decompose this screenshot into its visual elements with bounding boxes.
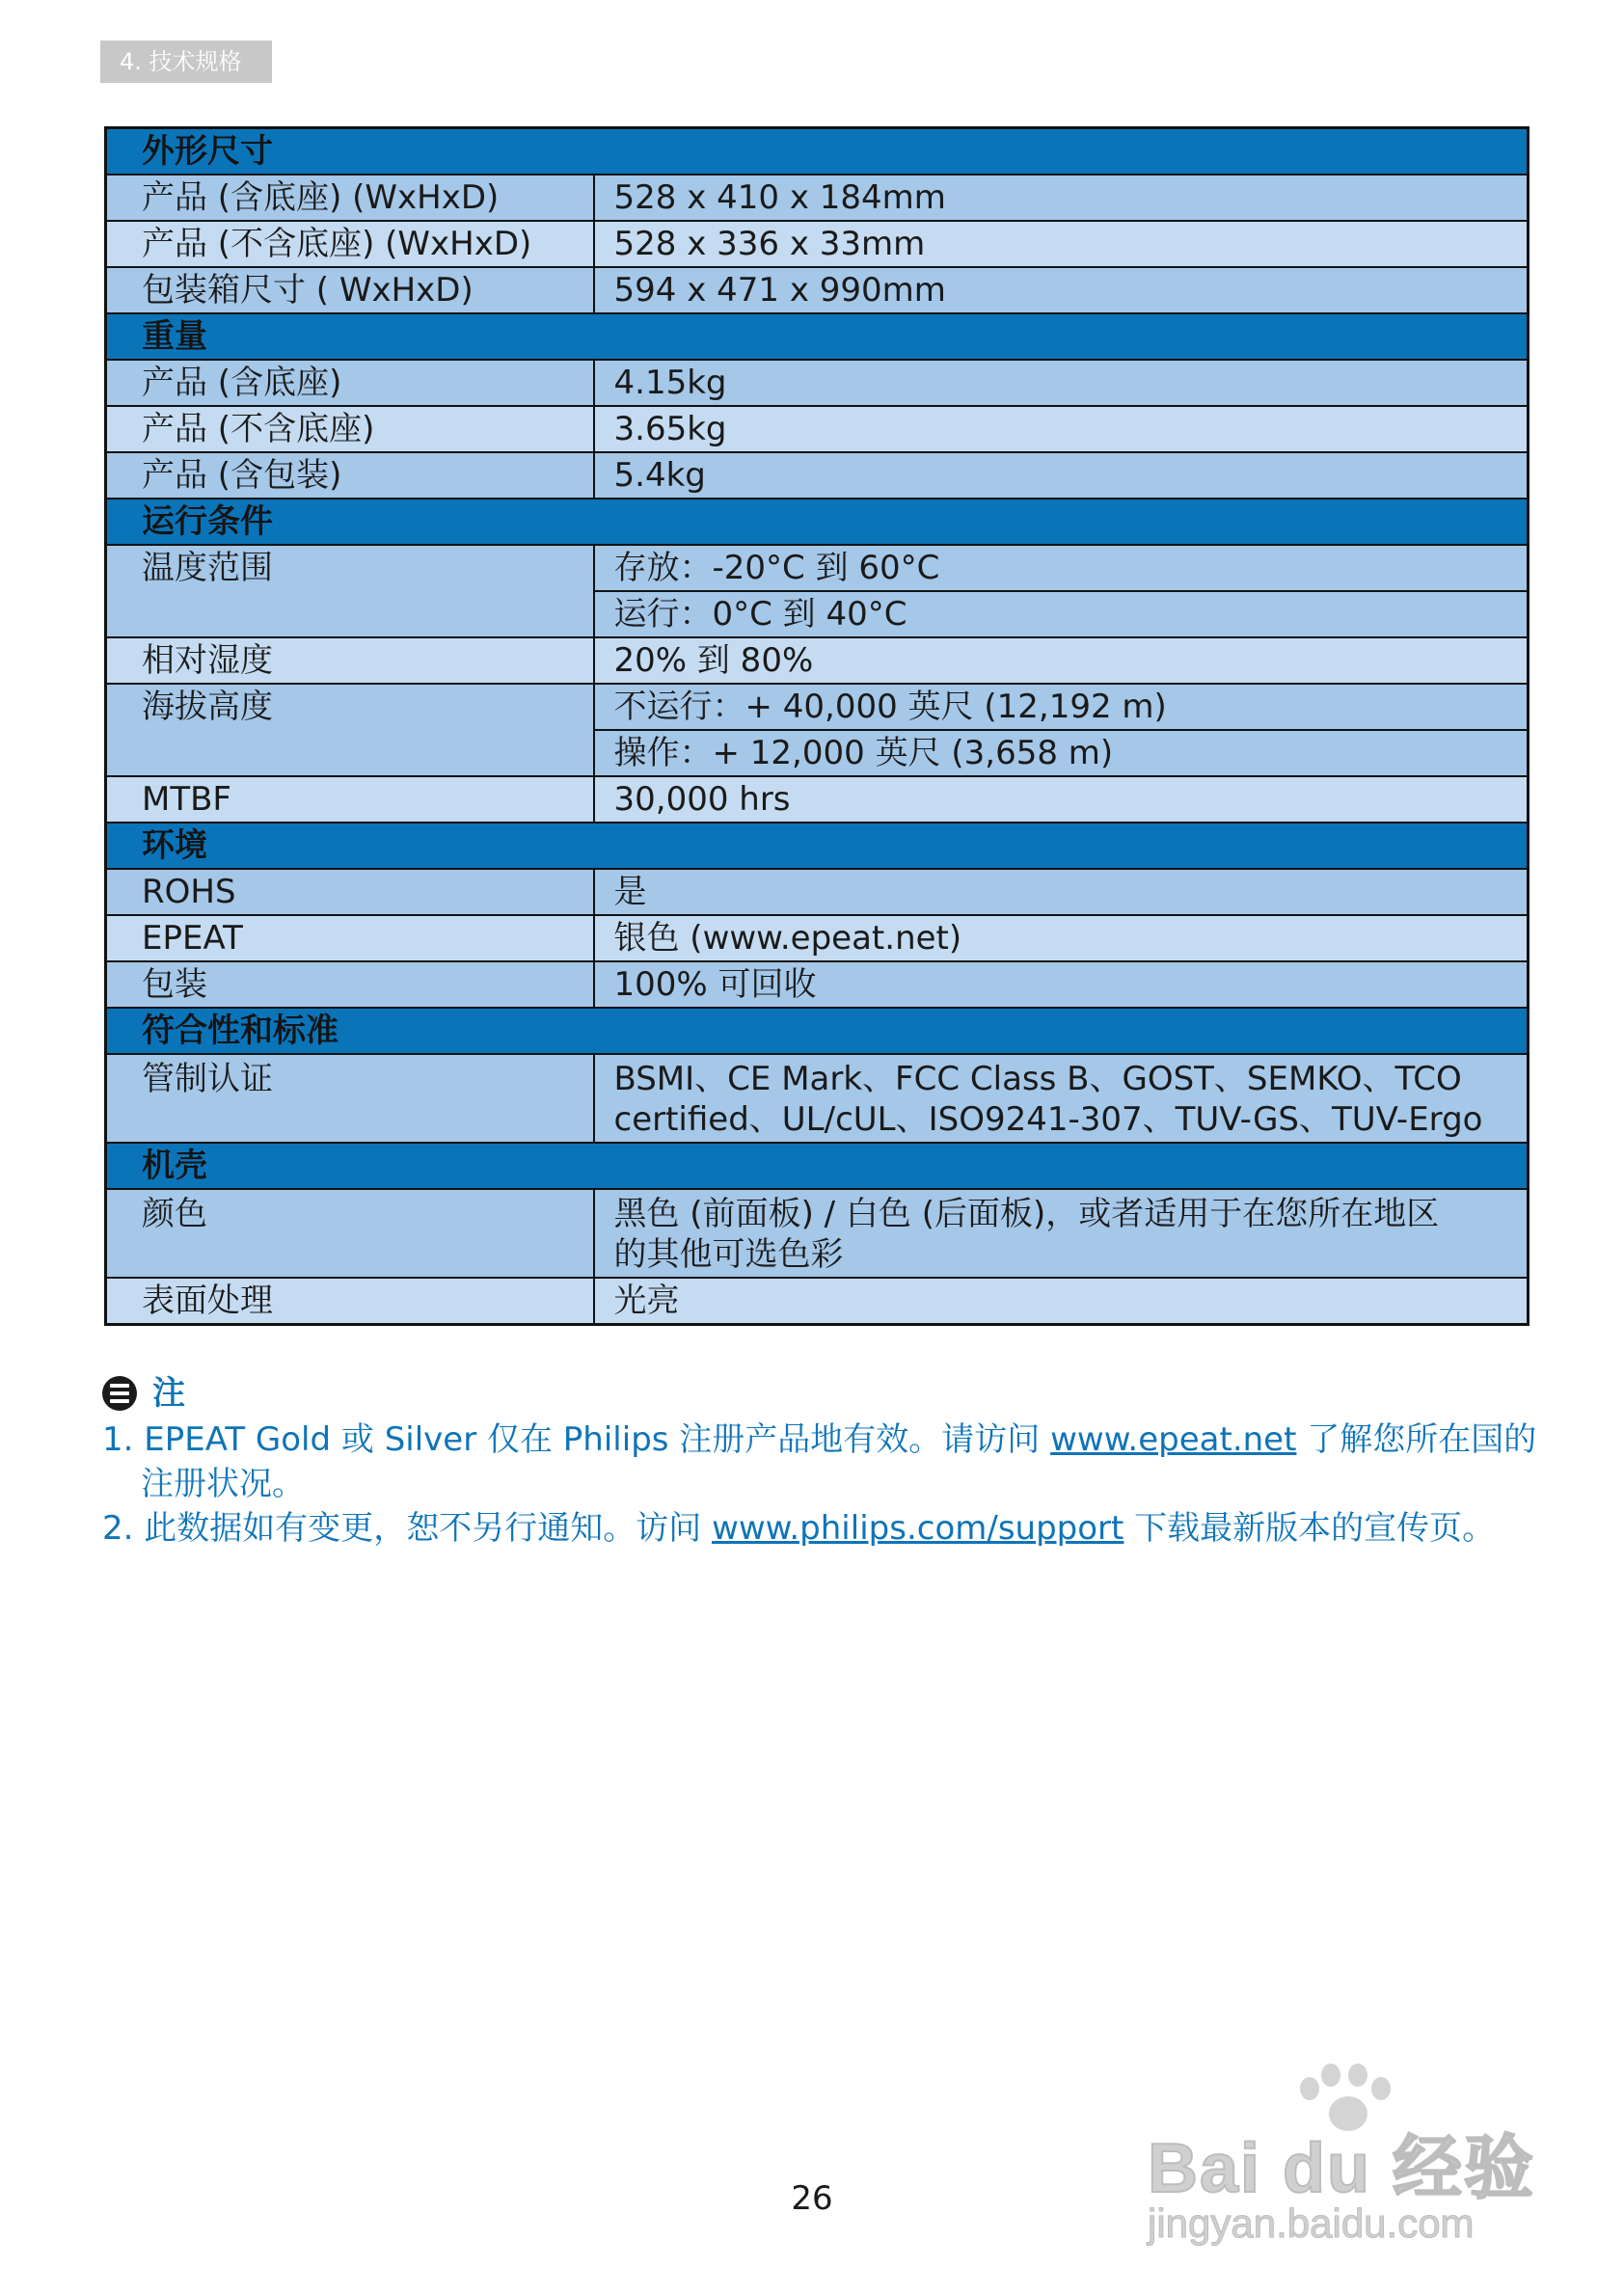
row-value: 528 x 336 x 33mm — [594, 221, 1529, 267]
note-icon — [102, 1376, 137, 1411]
table-row — [106, 267, 1529, 313]
page-number: 26 — [791, 2179, 833, 2218]
row-value — [594, 1189, 1529, 1278]
section-tab: 4. 技术规格 — [100, 40, 272, 83]
philips-support-link[interactable]: www.philips.com/support — [712, 1509, 1124, 1548]
table-row — [106, 545, 1529, 591]
row-label: ROHS — [106, 869, 594, 915]
row-value: 20% 到 80% — [594, 637, 1529, 684]
watermark-sub-text: jingyan.baidu.com — [1148, 2200, 1475, 2246]
baidu-watermark — [1148, 2064, 1553, 2256]
row-value — [594, 1054, 1529, 1143]
row-label: 表面处理 — [106, 1278, 594, 1325]
row-label: 海拔高度 — [106, 684, 594, 776]
row-value: 594 x 471 x 990mm — [594, 267, 1529, 313]
row-label: EPEAT — [106, 915, 594, 961]
row-label: 产品 (含包装) — [106, 452, 594, 499]
row-label: 产品 (含底座) — [106, 360, 594, 406]
section-title: 机壳 — [106, 1143, 1529, 1189]
row-value: 操作：+ 12,000 英尺 (3,658 m) — [594, 730, 1529, 776]
row-label: 包装箱尺寸 ( WxHxD) — [106, 267, 594, 313]
row-value: 是 — [594, 869, 1529, 915]
section-title: 环境 — [106, 823, 1529, 869]
watermark-main-text: Bai du 经验 — [1148, 2130, 1536, 2207]
row-label: 产品 (不含底座) — [106, 406, 594, 452]
epeat-link[interactable]: www.epeat.net — [1050, 1420, 1297, 1459]
section-header-compliance — [106, 1008, 1529, 1054]
table-row — [106, 915, 1529, 961]
table-row — [106, 961, 1529, 1008]
note-item-1 — [102, 1418, 1539, 1506]
table-row — [106, 406, 1529, 452]
table-row — [106, 175, 1529, 221]
section-header-dimensions — [106, 128, 1529, 176]
table-row — [106, 1054, 1529, 1143]
section-title: 运行条件 — [106, 499, 1529, 545]
table-row — [106, 637, 1529, 684]
table-row — [106, 360, 1529, 406]
table-row — [106, 1278, 1529, 1325]
spec-table — [104, 126, 1529, 1326]
row-label: 管制认证 — [106, 1054, 594, 1143]
note-item-2 — [102, 1506, 1539, 1551]
row-value: 5.4kg — [594, 452, 1529, 499]
row-label: 产品 (不含底座) (WxHxD) — [106, 221, 594, 267]
note-text: 下载最新版本的宣传页。 — [1123, 1509, 1496, 1548]
table-row — [106, 684, 1529, 730]
value-line: BSMI、CE Mark、FCC Class B、GOST、SEMKO、TCO — [613, 1060, 1462, 1098]
value-line: 黑色 (前面板) / 白色 (后面板)，或者适用于在您所在地区 — [613, 1195, 1440, 1233]
section-header-weight — [106, 313, 1529, 360]
row-label: 产品 (含底座) (WxHxD) — [106, 175, 594, 221]
note-text: 了解您所在国的注册状况。 — [141, 1420, 1537, 1503]
row-value: 运行：0°C 到 40°C — [594, 591, 1529, 637]
section-header-operating — [106, 499, 1529, 545]
row-value: 528 x 410 x 184mm — [594, 175, 1529, 221]
section-header-cabinet — [106, 1143, 1529, 1189]
row-value: 存放：-20°C 到 60°C — [594, 545, 1529, 591]
row-value: 30,000 hrs — [594, 776, 1529, 823]
table-row — [106, 776, 1529, 823]
row-label: 相对湿度 — [106, 637, 594, 684]
table-row — [106, 452, 1529, 499]
note-text: 2. 此数据如有变更，恕不另行通知。访问 — [102, 1509, 713, 1548]
notes-header — [102, 1371, 1539, 1416]
row-label: 包装 — [106, 961, 594, 1008]
row-label: MTBF — [106, 776, 594, 823]
section-title: 符合性和标准 — [106, 1008, 1529, 1054]
row-value: 4.15kg — [594, 360, 1529, 406]
row-value: 不运行：+ 40,000 英尺 (12,192 m) — [594, 684, 1529, 730]
row-label: 温度范围 — [106, 545, 594, 637]
note-text: 1. EPEAT Gold 或 Silver 仅在 Philips 注册产品地有效。请访问 — [102, 1420, 1051, 1459]
value-line: 的其他可选色彩 — [613, 1235, 844, 1274]
section-title: 重量 — [106, 313, 1529, 360]
section-header-environment — [106, 823, 1529, 869]
row-value: 3.65kg — [594, 406, 1529, 452]
table-row — [106, 1189, 1529, 1278]
row-value: 银色 (www.epeat.net) — [594, 915, 1529, 961]
row-value: 100% 可回收 — [594, 961, 1529, 1008]
notes-title: 注 — [152, 1374, 185, 1413]
section-title: 外形尺寸 — [106, 128, 1529, 176]
table-row — [106, 221, 1529, 267]
value-line: certified、UL/cUL、ISO9241-307、TUV-GS、TUV-Ergo — [613, 1100, 1483, 1139]
table-row — [106, 869, 1529, 915]
row-value: 光亮 — [594, 1278, 1529, 1325]
notes-block — [102, 1371, 1539, 1551]
row-label: 颜色 — [106, 1189, 594, 1278]
